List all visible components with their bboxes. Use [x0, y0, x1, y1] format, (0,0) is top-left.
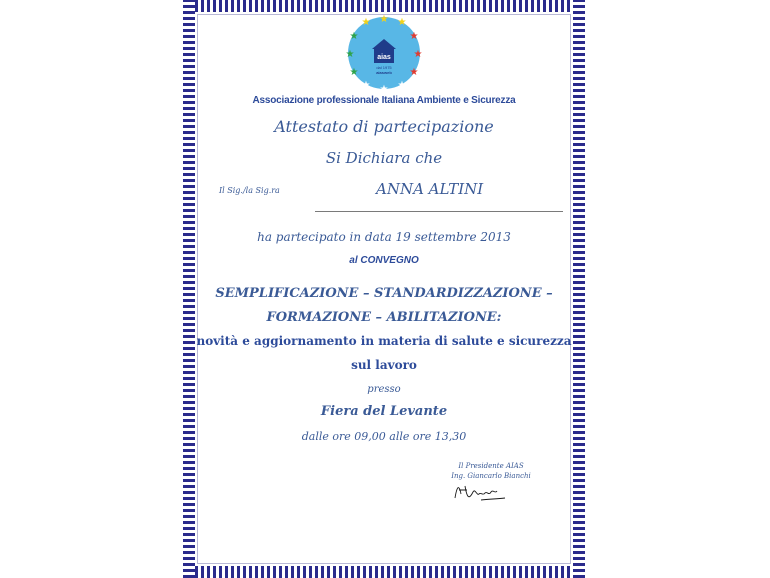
- venue-name: Fiera del Levante: [320, 404, 448, 419]
- signature: [451, 480, 511, 504]
- logo-text: aias: [377, 54, 391, 61]
- subject-line-1: SEMPLIFICAZIONE – STANDARDIZZAZIONE –: [215, 286, 553, 301]
- svg-text:★: ★: [349, 31, 359, 42]
- logo-subtext: dal 1975: [376, 65, 392, 70]
- svg-text:★: ★: [349, 67, 359, 78]
- president-name: Ing. Giancarlo Bianchi: [451, 472, 531, 480]
- subject-line-4: sul lavoro: [351, 358, 417, 372]
- event-hours: dalle ore 09,00 alle ore 13,30: [301, 430, 467, 443]
- at-label: presso: [367, 384, 401, 395]
- president-role: Il Presidente AIAS: [458, 462, 524, 470]
- svg-text:★: ★: [409, 67, 419, 78]
- svg-text:★: ★: [413, 49, 423, 60]
- border-top: [183, 0, 585, 12]
- certificate: [183, 0, 585, 578]
- aias-logo: [342, 13, 426, 93]
- svg-text:★: ★: [345, 49, 355, 60]
- name-underline: [315, 211, 563, 212]
- recipient-name: ANNA ALTINI: [376, 180, 484, 198]
- declaration-text: Si Dichiara che: [325, 149, 443, 167]
- svg-text:★: ★: [409, 31, 419, 42]
- border-bottom: [183, 566, 585, 578]
- svg-text:★: ★: [379, 84, 389, 93]
- certificate-title: Attestato di partecipazione: [274, 117, 494, 136]
- svg-text:★: ★: [397, 80, 407, 91]
- logo-tagline: aiasweb: [376, 70, 392, 75]
- association-name: Associazione professionale Italiana Ambiente e Sicurezza: [252, 95, 516, 106]
- recipient-label: Il Sig./la Sig.ra: [219, 186, 280, 195]
- subject-line-2: FORMAZIONE – ABILITAZIONE:: [266, 310, 502, 325]
- event-type: al CONVEGNO: [349, 255, 419, 266]
- subject-line-3: novità e aggiornamento in materia di salute e sicurezza: [196, 334, 572, 348]
- svg-text:★: ★: [361, 80, 371, 91]
- participation-text: ha partecipato in data 19 settembre 2013: [257, 230, 511, 244]
- svg-text:★: ★: [361, 17, 371, 28]
- svg-text:★: ★: [379, 14, 389, 25]
- svg-text:★: ★: [397, 17, 407, 28]
